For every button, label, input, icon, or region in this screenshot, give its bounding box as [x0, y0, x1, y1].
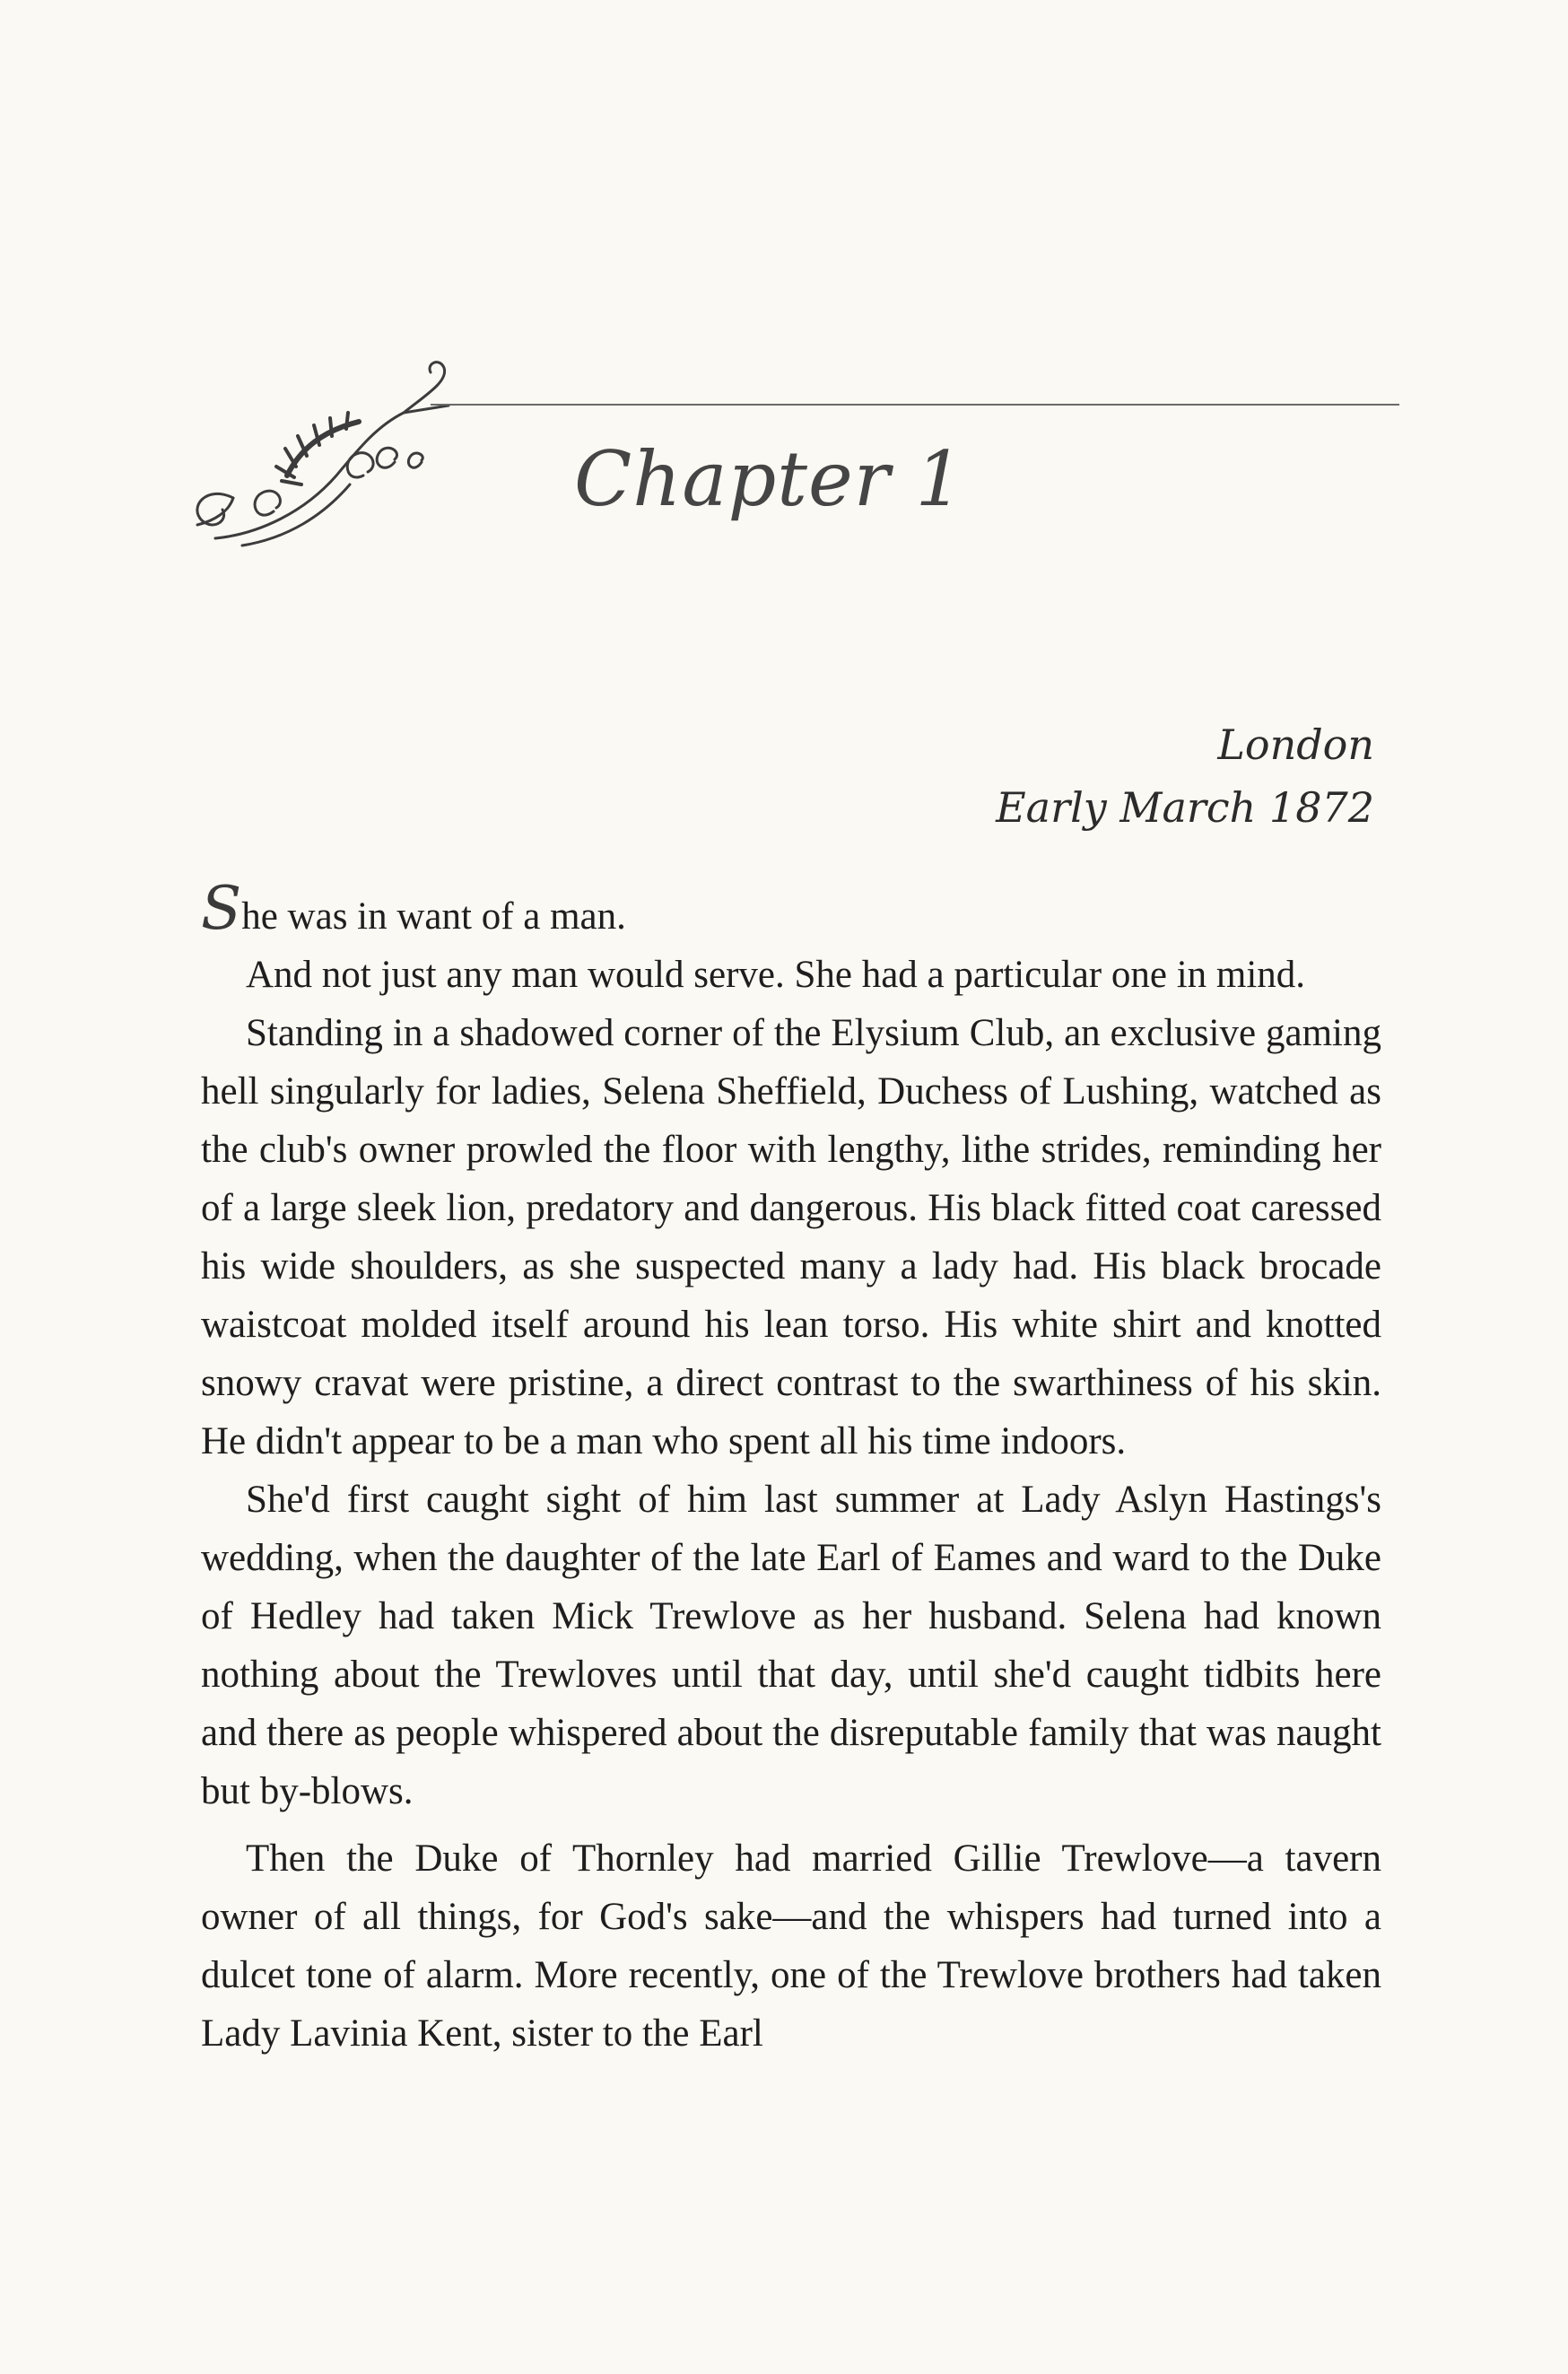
- drop-cap: S: [201, 874, 242, 943]
- flourish-ornament-icon: [179, 341, 484, 574]
- chapter-heading: [179, 341, 1399, 574]
- dateline: [996, 713, 1374, 839]
- chapter-title: Chapter 1: [574, 435, 964, 523]
- paragraph: Then the Duke of Thornley had married Gillie Trewlove—a tavern owner of all things, for God's sake—and the whispers had turned into a dulcet tone of alarm. More recently, one of the Trewlove brothers had taken Lady Lavinia Kent, sister to the Earl: [201, 1837, 1381, 2055]
- paragraph: She'd first caught sight of him last summer at Lady Aslyn Hastings's wedding, when the daughter of the late Earl of Eames and ward to the Duke of Hedley had taken Mick Trewlove as her husband. Selena had known nothing about the Trewloves until that day, until she'd caught tidbits here and there as people whispered about the disreputable family that was naught but by-blows.: [201, 1479, 1381, 1812]
- paragraph: And not just any man would serve. She had a particular one in mind.: [246, 954, 1306, 996]
- chapter-rule: [431, 404, 1399, 406]
- paragraph-opening-text: he was in want of a man.: [241, 895, 626, 938]
- chapter-body: [201, 874, 1381, 2063]
- dateline-place: London: [1217, 720, 1374, 769]
- paragraph-opening: [201, 874, 1381, 946]
- paragraph: Standing in a shadowed corner of the Elysium Club, an exclusive gaming hell singularly for ladies, Selena Sheffield, Duchess of Lushing, watched as the club's owner prowled the floor with lengthy, lithe strides, reminding her of a large sleek lion, predatory and dangerous. His black fitted coat caressed his wide shoulders, as she suspected many a lady had. His black brocade waistcoat molded itself around his lean torso. His white shirt and knotted snowy cravat were pristine, a direct contrast to the swarthiness of his skin. He didn't appear to be a man who spent all his time indoors.: [201, 1012, 1381, 1462]
- dateline-date: Early March 1872: [996, 783, 1374, 832]
